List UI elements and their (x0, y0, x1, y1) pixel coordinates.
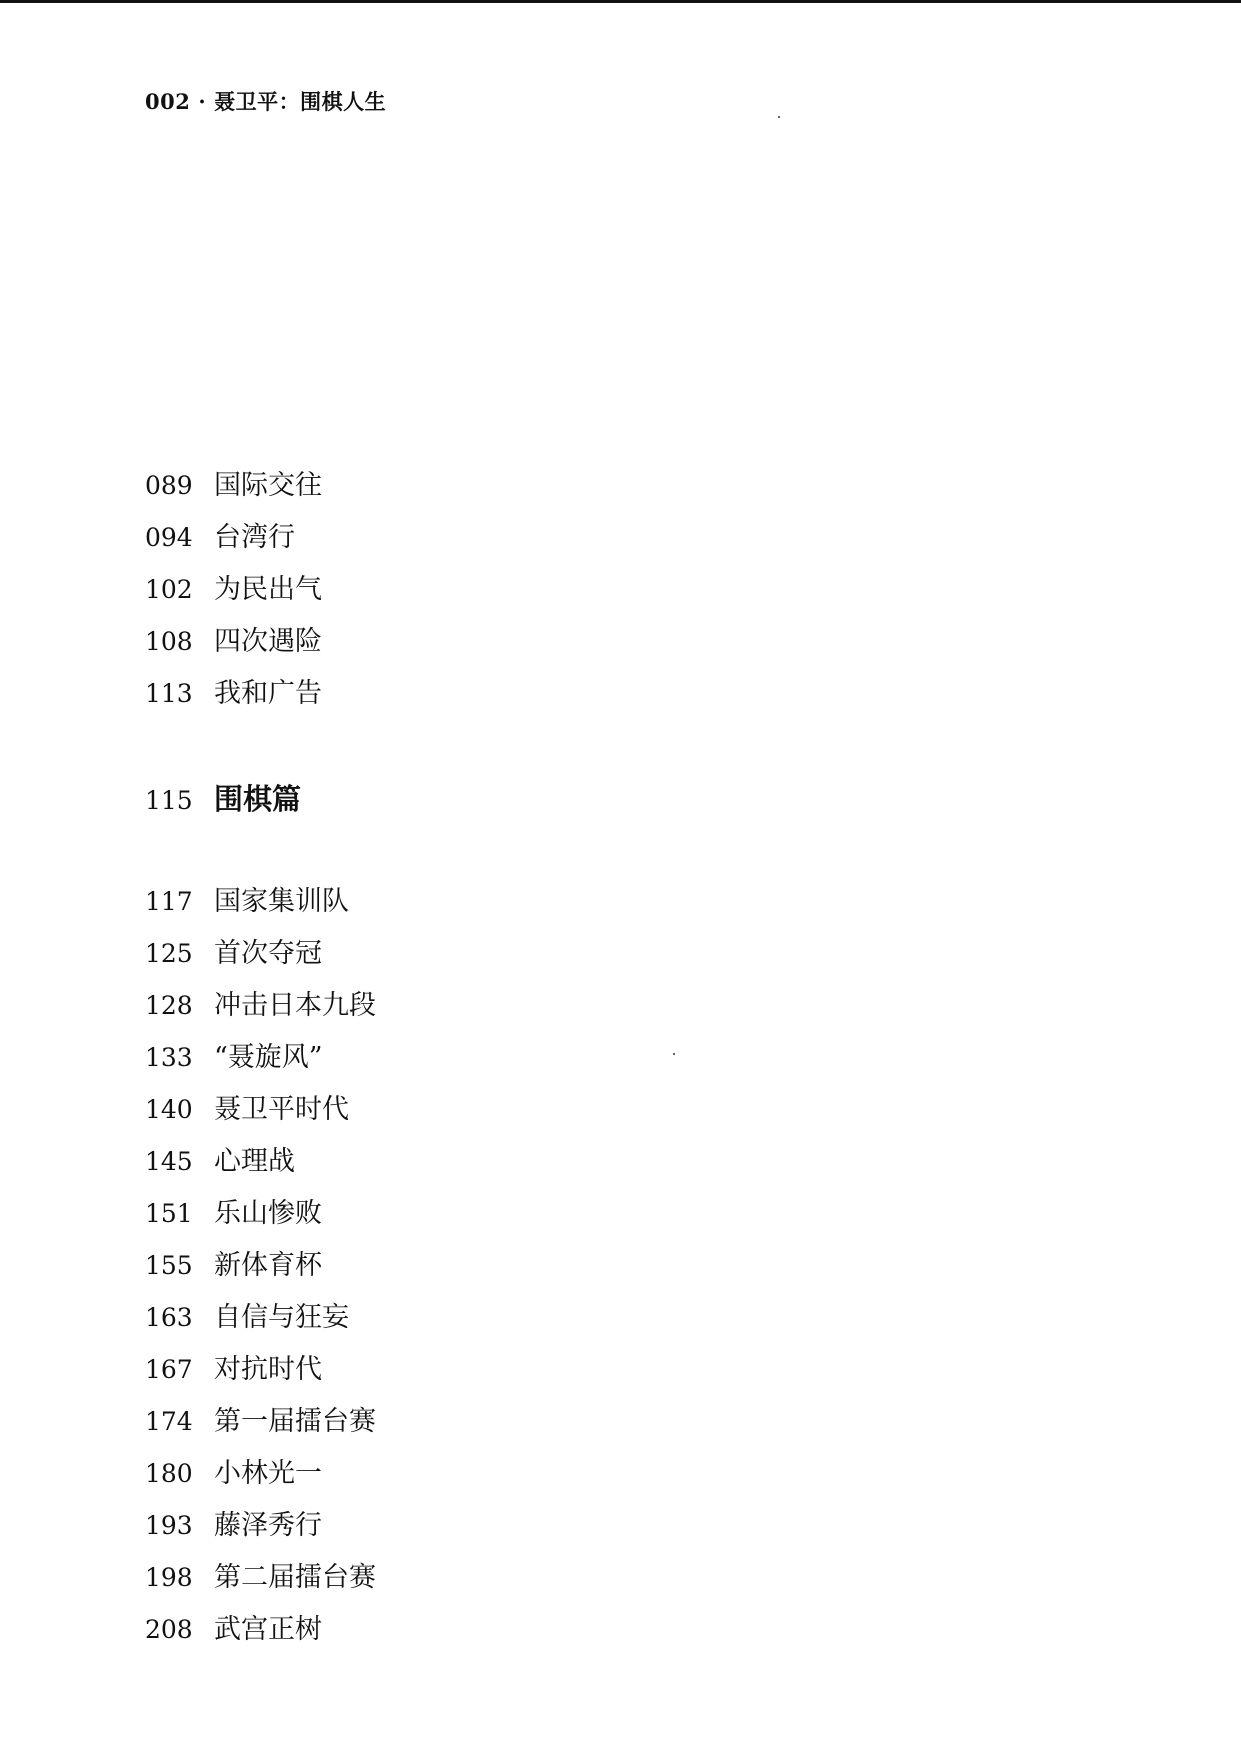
toc-page-number: 174 (145, 1407, 193, 1436)
toc-title: 藤泽秀行 (214, 1510, 322, 1541)
toc-title: 第一届擂台赛 (214, 1406, 376, 1437)
toc-page-number: 117 (145, 887, 193, 916)
toc-section-heading[interactable] (145, 779, 301, 819)
toc-entry[interactable] (145, 622, 322, 662)
toc-entry[interactable] (145, 466, 322, 506)
toc-title: 国际交往 (214, 470, 322, 501)
toc-entry[interactable] (145, 1402, 376, 1442)
toc-entry[interactable] (145, 674, 322, 714)
toc-entry[interactable] (145, 1610, 322, 1650)
toc-page-number: 140 (145, 1095, 193, 1124)
toc-page-number: 167 (145, 1355, 193, 1384)
toc-page-number: 193 (145, 1511, 193, 1540)
scan-speck (778, 116, 780, 118)
toc-entry[interactable] (145, 1454, 322, 1494)
toc-title: 新体育杯 (214, 1250, 322, 1281)
toc-entry[interactable] (145, 1558, 376, 1598)
toc-page-number: 163 (145, 1303, 193, 1332)
toc-title: 乐山惨败 (214, 1198, 322, 1229)
toc-entry[interactable] (145, 570, 322, 610)
toc-entry[interactable] (145, 986, 376, 1026)
scan-speck (673, 1053, 675, 1055)
toc-page-number: 145 (145, 1147, 193, 1176)
toc-entry[interactable] (145, 1038, 323, 1078)
running-head-page-number: 002 (145, 89, 191, 114)
toc-title: 小林光一 (214, 1458, 322, 1489)
toc-page-number: 089 (145, 471, 193, 500)
toc-title: “聂旋风” (214, 1042, 323, 1073)
toc-entry[interactable] (145, 1506, 322, 1546)
toc-title: 国家集训队 (214, 886, 349, 917)
toc-page-number: 155 (145, 1251, 193, 1280)
toc-entry[interactable] (145, 1350, 322, 1390)
toc-title: 心理战 (214, 1146, 295, 1177)
toc-title: 自信与狂妄 (214, 1302, 349, 1333)
toc-page-number: 115 (145, 786, 193, 815)
toc-page-number: 102 (145, 575, 193, 604)
toc-title: 我和广告 (214, 678, 322, 709)
toc-entry[interactable] (145, 934, 322, 974)
toc-entry[interactable] (145, 1298, 349, 1338)
toc-title: 冲击日本九段 (214, 990, 376, 1021)
toc-page-number: 094 (145, 523, 193, 552)
toc-title: 聂卫平时代 (214, 1094, 349, 1125)
toc-entry[interactable] (145, 518, 295, 558)
toc-entry[interactable] (145, 882, 349, 922)
toc-page-number: 108 (145, 627, 193, 656)
toc-entry[interactable] (145, 1142, 295, 1182)
toc-page-number: 151 (145, 1199, 193, 1228)
toc-title: 台湾行 (214, 522, 295, 553)
toc-page-number: 128 (145, 991, 193, 1020)
toc-title: 首次夺冠 (214, 938, 322, 969)
toc-page-number: 198 (145, 1563, 193, 1592)
toc-entry[interactable] (145, 1090, 349, 1130)
toc-title: 第二届擂台赛 (214, 1562, 376, 1593)
toc-entry[interactable] (145, 1246, 322, 1286)
toc-page-number: 133 (145, 1043, 193, 1072)
toc-section-title: 围棋篇 (214, 782, 302, 816)
toc-title: 为民出气 (214, 574, 322, 605)
toc-title: 对抗时代 (214, 1354, 322, 1385)
toc-page-number: 180 (145, 1459, 193, 1488)
toc-title: 武宫正树 (214, 1614, 322, 1645)
toc-page-number: 208 (145, 1615, 193, 1644)
running-head-separator: · (198, 89, 207, 114)
toc-entry[interactable] (145, 1194, 322, 1234)
toc-page-number: 125 (145, 939, 193, 968)
running-head (145, 86, 386, 116)
top-border-rule (0, 0, 1241, 3)
toc-page-number: 113 (145, 679, 193, 708)
running-head-book-title: 聂卫平：围棋人生 (214, 89, 387, 114)
toc-title: 四次遇险 (214, 626, 322, 657)
